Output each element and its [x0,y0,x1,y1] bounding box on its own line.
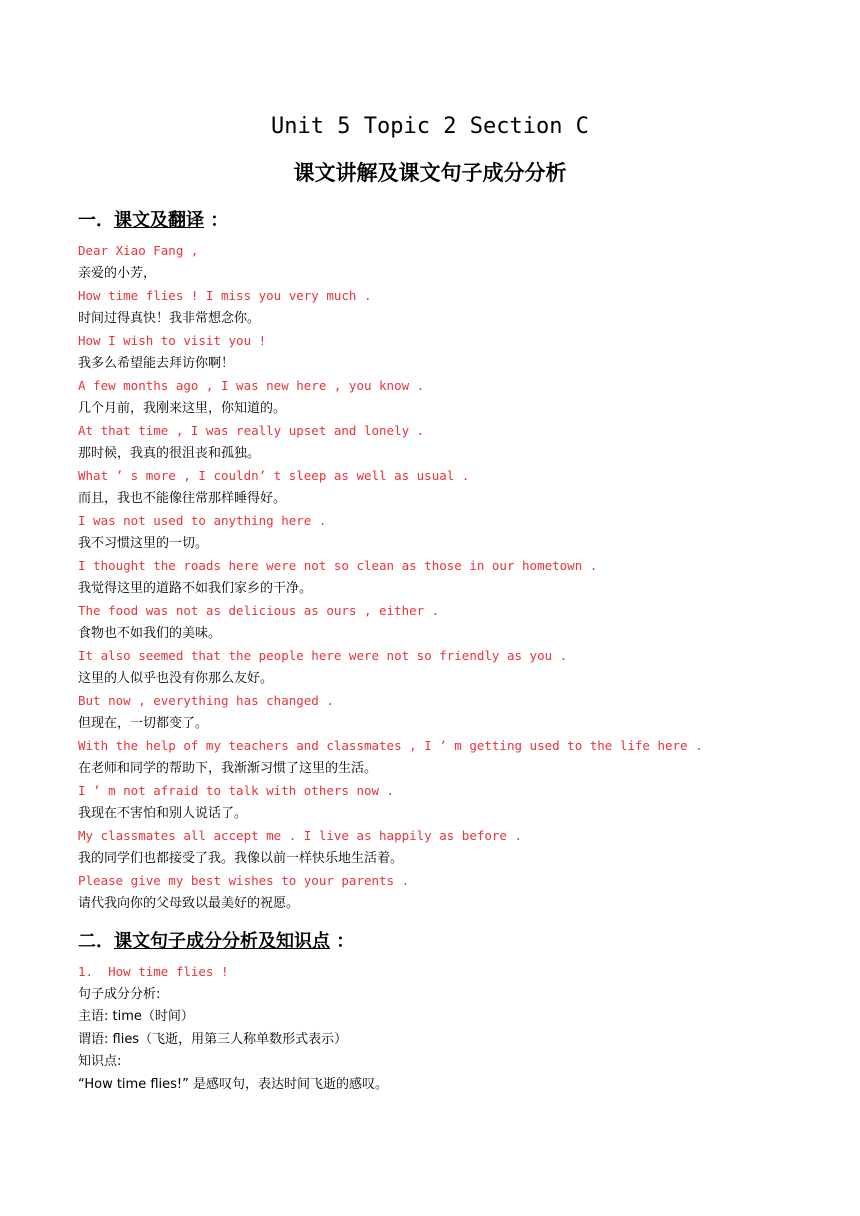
chinese-line: 在老师和同学的帮助下，我渐渐习惯了这里的生活。 [78,760,378,776]
chinese-line: 我不习惯这里的一切。 [78,535,209,551]
analysis-item-title: 1. How time flies ! [78,964,229,979]
chinese-line: 但现在，一切都变了。 [78,715,209,731]
english-line: A few months ago , I was new here , you know . [78,378,425,393]
title-english: Unit 5 Topic 2 Section C [271,114,589,139]
section-number: 一． [78,210,114,231]
section-heading-text-translation [78,206,228,232]
section-colon: ： [336,931,355,952]
english-line: At that time , I was really upset and lonely . [78,423,425,438]
chinese-line: 请代我向你的父母致以最美好的祝愿。 [78,895,300,911]
english-line: I thought the roads here were not so clean as those in our hometown . [78,558,598,573]
chinese-line: 那时候，我真的很沮丧和孤独。 [78,445,261,461]
analysis-block [78,961,818,1096]
text-translation-block [78,240,818,915]
analysis-line: 主语: time（时间） [78,1009,194,1024]
section-label: 课文及翻译 [114,210,204,231]
english-line: I was not used to anything here . [78,513,327,528]
chinese-line: 几个月前，我刚来这里，你知道的。 [78,400,287,416]
analysis-line: 谓语: flies（飞逝，用第三人称单数形式表示） [78,1031,348,1047]
chinese-line: 这里的人似乎也没有你那么友好。 [78,670,274,686]
english-line: My classmates all accept me . I live as happily as before . [78,828,523,843]
english-line: But now , everything has changed . [78,693,334,708]
section-heading-sentence-analysis [78,927,354,953]
english-line: With the help of my teachers and classmates , I ’ m getting used to the life here . [78,738,703,753]
english-line: Dear Xiao Fang , [78,243,199,258]
english-line: I ’ m not afraid to talk with others now . [78,783,395,798]
chinese-line: 而且，我也不能像往常那样睡得好。 [78,490,287,506]
english-line: Please give my best wishes to your parents . [78,873,410,888]
chinese-line: 我的同学们也都接受了我。我像以前一样快乐地生活着。 [78,850,404,866]
analysis-line: “How time flies!” 是感叹句，表达时间飞逝的感叹。 [78,1076,388,1092]
chinese-line: 我觉得这里的道路不如我们家乡的干净。 [78,580,313,596]
chinese-line: 食物也不如我们的美味。 [78,625,222,641]
section-number: 二． [78,931,114,952]
analysis-line: 句子成分分析: [78,986,161,1002]
chinese-line: 亲爱的小芳， [78,265,157,281]
analysis-line: 知识点: [78,1054,122,1069]
english-line: What ’ s more , I couldn’ t sleep as well as usual . [78,468,470,483]
english-line: How time flies ! I miss you very much . [78,288,372,303]
english-line: It also seemed that the people here were not so friendly as you . [78,648,568,663]
chinese-line: 时间过得真快！我非常想念你。 [78,310,261,326]
section-label: 课文句子成分分析及知识点 [114,931,330,952]
chinese-line: 我现在不害怕和别人说话了。 [78,805,248,821]
chinese-line: 我多么希望能去拜访你啊！ [78,355,235,371]
english-line: How I wish to visit you ! [78,333,267,348]
section-colon: ： [210,210,229,231]
title-chinese: 课文讲解及课文句子成分分析 [293,161,567,185]
english-line: The food was not as delicious as ours , either . [78,603,440,618]
